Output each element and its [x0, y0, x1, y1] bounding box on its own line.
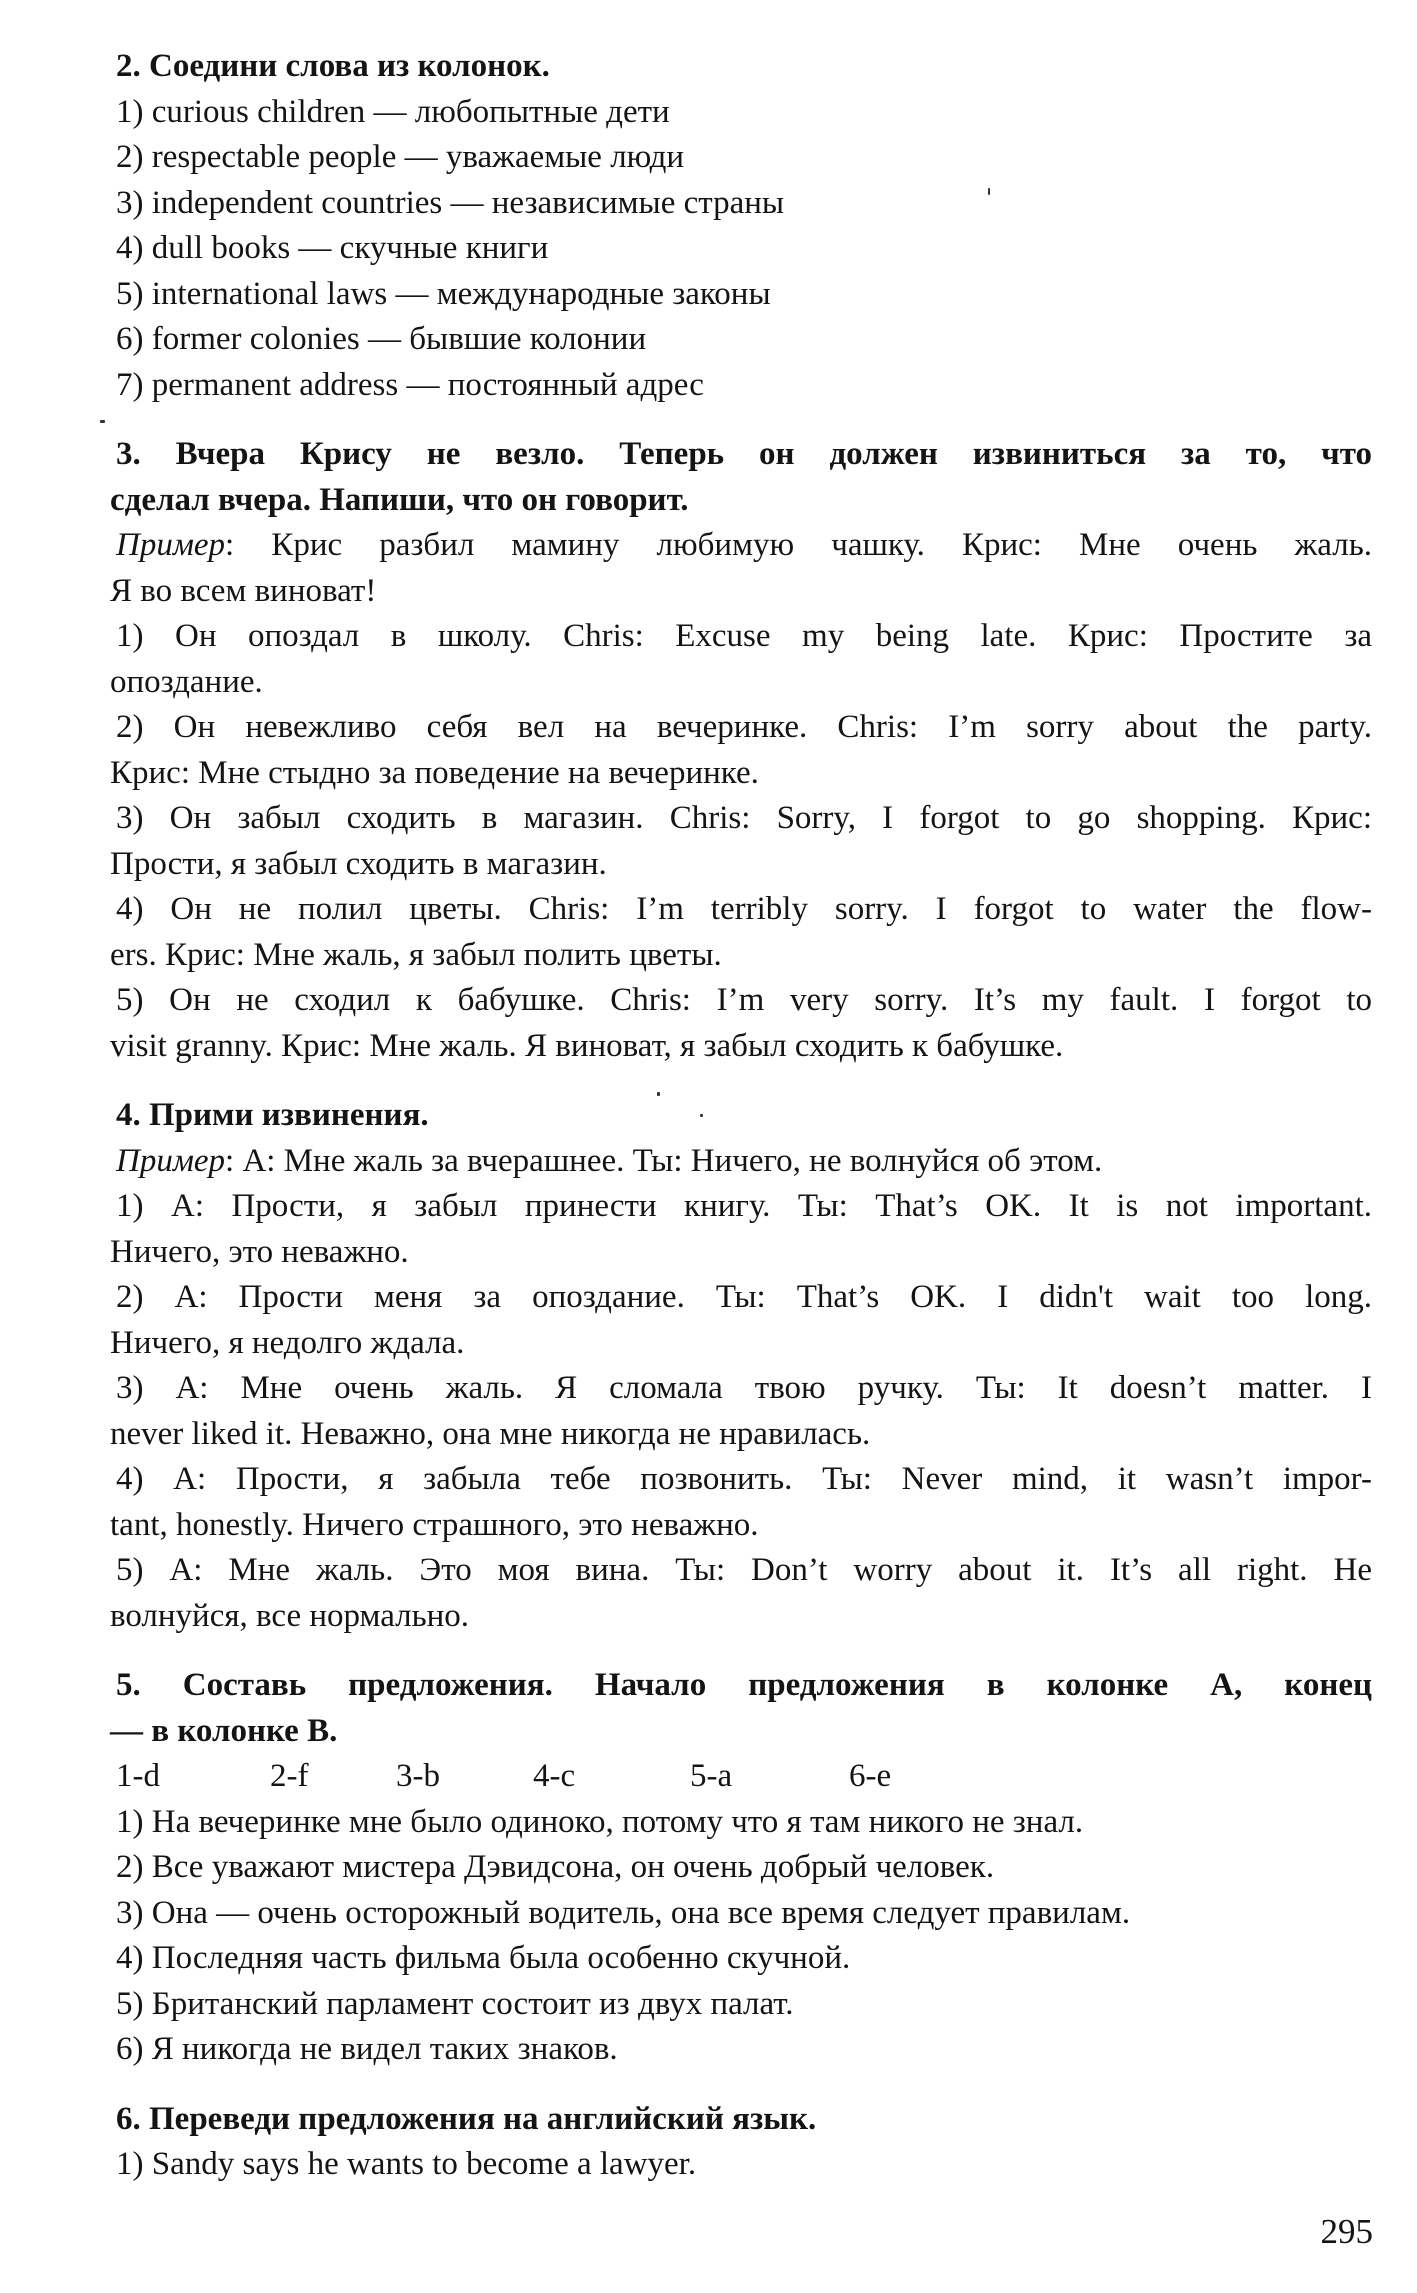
paragraph-line: never liked it. Неважно, она мне никогда не нравилась.: [110, 1415, 871, 1452]
example-line: Я во всем виноват!: [110, 572, 377, 609]
scan-speck: [700, 1114, 703, 1117]
list-item: 2) respectable people — уважаемые люди: [116, 139, 685, 175]
paragraph-line: Ничего, это неважно.: [110, 1233, 409, 1270]
section-title-continued: — в колонке В.: [110, 1712, 338, 1749]
section-6: [110, 2097, 1372, 2188]
paragraph-line: Крис: Мне стыдно за поведение на вечеринке.: [110, 754, 759, 791]
paragraph-line: 3) А: Мне очень жаль. Я сломала твою ручку. Ты: It doesn’t matter. I: [116, 1370, 1372, 1406]
list-item: 3) Она — очень осторожный водитель, она все время следует правилам.: [116, 1894, 1131, 1931]
scan-speck: [657, 1092, 660, 1096]
example-line: [110, 523, 1372, 569]
example-label: Пример: [116, 527, 226, 563]
list-item: 3) independent countries — независимые страны: [116, 184, 785, 221]
section-5: [110, 1663, 1372, 2073]
list-item: 1) curious children — любопытные дети: [116, 93, 670, 130]
list-item: 1) На вечеринке мне было одиноко, потому что я там никого не знал.: [116, 1803, 1084, 1840]
example-text: : Крис разбил мамину любимую чашку. Крис: Мне очень жаль.: [225, 527, 1372, 563]
list-item: 5) Британский парламент состоит из двух палат.: [116, 1985, 794, 2022]
answer-key: [110, 1754, 1372, 1800]
answer-item: 4-c: [533, 1758, 576, 1794]
paragraph-line: 5) А: Мне жаль. Это моя вина. Ты: Don’t worry about it. It’s all right. Не: [116, 1552, 1372, 1588]
list-item: 2) Все уважают мистера Дэвидсона, он очень добрый человек.: [116, 1849, 995, 1885]
answer-item: 5-a: [690, 1758, 733, 1794]
paragraph-line: 2) А: Прости меня за опоздание. Ты: That’s OK. I didn't wait too long.: [116, 1279, 1372, 1315]
list-item: 5) international laws — международные законы: [116, 275, 771, 312]
answer-item: 2-f: [270, 1758, 309, 1794]
section-title: 6. Переведи предложения на английский язык.: [116, 2100, 817, 2137]
scan-speck: [988, 188, 990, 195]
paragraph-line: tant, honestly. Ничего страшного, это неважно.: [110, 1506, 759, 1543]
list-item: 7) permanent address — постоянный адрес: [116, 366, 704, 403]
paragraph-line: 4) А: Прости, я забыла тебе позвонить. Ты: Never mind, it wasn’t impor-: [116, 1461, 1372, 1497]
page-number: 295: [1320, 2212, 1373, 2251]
page-content: [110, 44, 1372, 2188]
paragraph-line: волнуйся, все нормально.: [110, 1597, 470, 1634]
list-item: 4) dull books — скучные книги: [116, 230, 549, 266]
paragraph-line: 1) Он опоздал в школу. Chris: Excuse my being late. Крис: Простите за: [116, 618, 1372, 654]
paragraph-line: опоздание.: [110, 663, 263, 700]
paragraph-line: 3) Он забыл сходить в магазин. Chris: Sorry, I forgot to go shopping. Крис:: [116, 800, 1372, 836]
section-2: [110, 44, 1372, 408]
section-title: 3. Вчера Крису не везло. Теперь он должен извиниться за то, что: [116, 436, 1372, 472]
section-3: [110, 432, 1372, 1069]
paragraph-line: 4) Он не полил цветы. Chris: I’m terribly sorry. I forgot to water the flow-: [116, 891, 1372, 927]
section-title: 5. Составь предложения. Начало предложения в колонке А, конец: [116, 1667, 1372, 1703]
paragraph-line: Ничего, я недолго ждала.: [110, 1324, 465, 1361]
example-text: : А: Мне жаль за вчерашнее. Ты: Ничего, не волнуйся об этом.: [225, 1142, 1103, 1179]
example-line: [110, 1139, 1372, 1185]
paragraph-line: Прости, я забыл сходить в магазин.: [110, 845, 607, 882]
section-title-continued: сделал вчера. Напиши, что он говорит.: [110, 481, 689, 518]
list-item: 4) Последняя часть фильма была особенно скучной.: [116, 1940, 851, 1976]
paragraph-line: 1) А: Прости, я забыл принести книгу. Ты: That’s OK. It is not important.: [116, 1188, 1372, 1224]
paragraph-line: ers. Крис: Мне жаль, я забыл полить цветы.: [110, 936, 722, 973]
paragraph-line: 2) Он невежливо себя вел на вечеринке. Chris: I’m sorry about the party.: [116, 709, 1372, 745]
list-item: 1) Sandy says he wants to become a lawyer.: [116, 2146, 697, 2182]
list-item: 6) former colonies — бывшие колонии: [116, 321, 647, 357]
answer-item: 3-b: [396, 1758, 440, 1794]
section-title: 2. Соедини слова из колонок.: [116, 48, 550, 84]
paragraph-line: visit granny. Крис: Мне жаль. Я виноват, я забыл сходить к бабушке.: [110, 1027, 1064, 1064]
example-label: Пример: [116, 1142, 226, 1179]
section-title: 4. Прими извинения.: [116, 1097, 429, 1133]
paragraph-line: 5) Он не сходил к бабушке. Chris: I’m very sorry. It’s my fault. I forgot to: [116, 982, 1372, 1018]
answer-item: 6-e: [849, 1758, 892, 1794]
section-4: [110, 1093, 1372, 1639]
scan-speck: [100, 420, 105, 423]
answer-item: 1-d: [116, 1758, 160, 1794]
list-item: 6) Я никогда не видел таких знаков.: [116, 2031, 618, 2067]
